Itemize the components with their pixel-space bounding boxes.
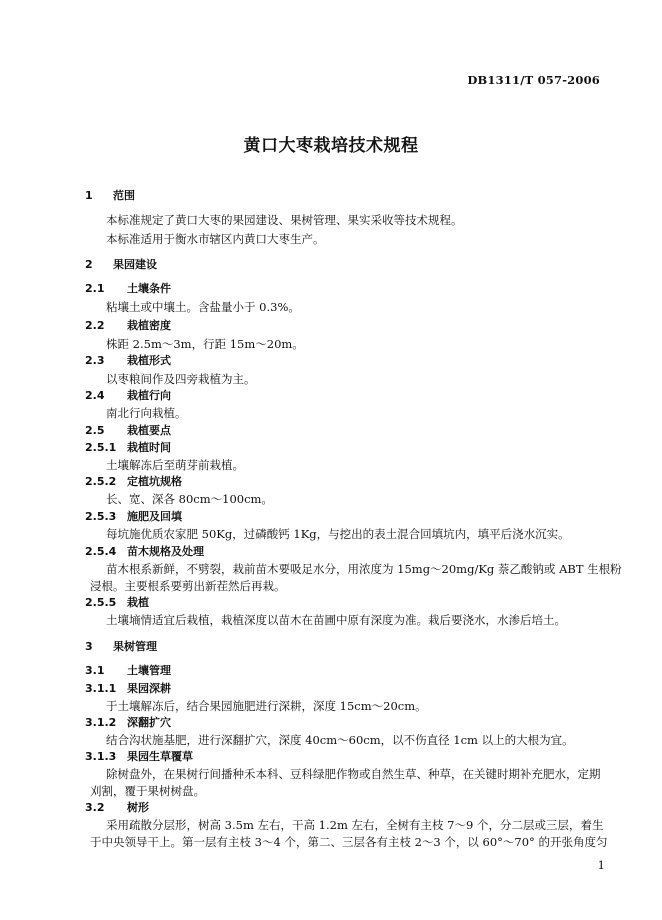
section-number: 3.1.3 [85,750,117,763]
section-2-5-1-heading [85,441,171,455]
section-title: 栽植行向 [127,389,171,402]
section-title: 果园建设 [113,258,157,271]
section-number: 3 [85,640,93,653]
section-title: 栽植形式 [127,354,171,367]
section-3-1-2-heading [85,716,171,730]
section-number: 3.1.2 [85,716,117,729]
section-title: 范围 [113,189,135,202]
section-title: 定植坑规格 [127,475,182,488]
section-title: 栽植时间 [127,441,171,454]
section-number: 2.4 [85,389,105,402]
paragraph-continued: 刈割，覆于果树树盘。 [90,784,205,798]
paragraph: 于土壤解冻后，结合果园施肥进行深耕，深度 15cm～20cm。 [106,699,427,713]
section-title: 果树管理 [113,640,157,653]
section-2-5-5-heading [85,596,149,610]
section-1-heading [85,189,135,203]
section-title: 栽植 [127,596,149,609]
paragraph: 长、宽、深各 80cm～100cm。 [106,492,273,506]
section-2-3-heading [85,354,171,368]
section-2-4-heading [85,389,171,403]
paragraph: 南北行向栽植。 [106,406,187,420]
section-3-2-heading [85,801,149,815]
section-2-5-2-heading [85,475,182,489]
section-number: 2.1 [85,282,105,295]
section-3-1-1-heading [85,682,171,696]
section-number: 3.1 [85,664,105,677]
page-title: 黄口大枣栽培技术规程 [243,136,419,156]
section-title: 深翻扩穴 [127,716,171,729]
section-number: 3.1.1 [85,682,117,695]
section-number: 1 [85,189,93,202]
section-2-2-heading [85,319,171,333]
section-number: 2.5 [85,424,105,437]
section-number: 2.5.4 [85,545,117,558]
section-number: 2.5.3 [85,510,117,523]
paragraph: 采用疏散分层形，树高 3.5m 左右，干高 1.2m 左右，全树有主枝 7～9 个，分二层或三层，着生 [106,818,604,832]
section-title: 栽植密度 [127,319,171,332]
section-title: 苗木规格及处理 [127,545,204,558]
section-title: 果园深耕 [127,682,171,695]
section-number: 2 [85,258,93,271]
paragraph: 结合沟状施基肥，进行深翻扩穴，深度 40cm～60cm，以不伤直径 1cm 以上的大根为宜。 [106,733,574,747]
paragraph-continued: 于中央领导干上。第一层有主枝 3～4 个，第二、三层各有主枝 2～3 个，以 60°～70° 的开张角度匀 [90,835,608,849]
section-3-heading [85,640,157,654]
paragraph: 本标准规定了黄口大枣的果园建设、果树管理、果实采收等技术规程。 [106,213,463,227]
section-number: 2.3 [85,354,105,367]
section-3-1-heading [85,664,171,678]
section-number: 2.5.1 [85,441,117,454]
paragraph: 每坑施优质农家肥 50Kg，过磷酸钙 1Kg，与挖出的表土混合回填坑内，填平后浇水沉实。 [106,527,570,541]
section-title: 施肥及回填 [127,510,182,523]
paragraph-continued: 浸根。主要根系要剪出新茬然后再栽。 [90,579,286,593]
section-title: 树形 [127,801,149,814]
standard-code: DB1311/T 057-2006 [467,73,600,87]
paragraph: 苗木根系新鲜，不劈裂，栽前苗木要吸足水分，用浓度为 15mg～20mg/Kg 萘乙酸钠或 ABT 生根粉 [106,562,622,576]
paragraph: 土壤墒情适宜后栽植，栽植深度以苗木在苗圃中原有深度为准。栽后要浇水，水渗后培土。 [106,613,566,627]
section-2-5-3-heading [85,510,182,524]
paragraph: 土壤解冻后至萌芽前栽植。 [106,458,244,472]
paragraph: 本标准适用于衡水市辖区内黄口大枣生产。 [106,232,325,246]
section-number: 2.2 [85,319,105,332]
section-2-1-heading [85,282,171,296]
page-number: 1 [597,858,605,872]
section-number: 2.5.2 [85,475,117,488]
section-2-5-4-heading [85,545,204,559]
section-title: 土壤管理 [127,664,171,677]
section-2-5-heading [85,424,171,438]
paragraph: 粘壤土或中壤土。含盐量小于 0.3%。 [106,300,300,314]
section-number: 2.5.5 [85,596,117,609]
section-title: 果园生草覆草 [127,750,193,763]
section-title: 栽植要点 [127,424,171,437]
section-title: 土壤条件 [127,282,171,295]
paragraph: 以枣粮间作及四旁栽植为主。 [106,372,256,386]
paragraph: 株距 2.5m～3m，行距 15m～20m。 [106,337,304,351]
paragraph: 除树盘外，在果树行间播种禾本科、豆科绿肥作物或自然生草、种草，在关键时期补充肥水，定期 [106,767,601,781]
section-number: 3.2 [85,801,105,814]
section-3-1-3-heading [85,750,193,764]
section-2-heading [85,258,157,272]
